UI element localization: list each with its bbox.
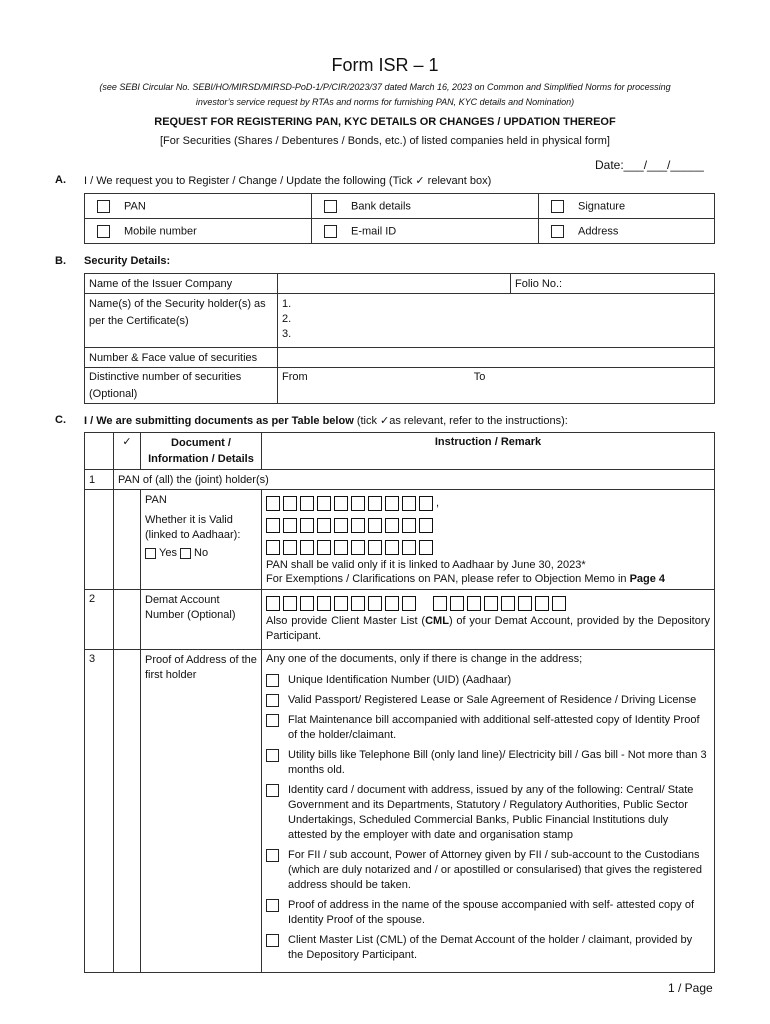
distinctive-input[interactable] — [278, 368, 715, 404]
page-number: 1 / Page — [668, 981, 713, 995]
checkbox[interactable] — [266, 784, 279, 797]
document-column-header: Document / Information / Details — [141, 433, 262, 470]
address-intro: Any one of the documents, only if there is change in the address; — [266, 653, 583, 665]
checkbox[interactable] — [266, 674, 279, 687]
option-email[interactable]: E-mail ID — [312, 219, 539, 244]
email-checkbox[interactable] — [324, 225, 337, 238]
option-address[interactable]: Address — [539, 219, 715, 244]
valid-no-checkbox[interactable] — [180, 548, 191, 559]
circular-reference: (see SEBI Circular No. SEBI/HO/MIRSD/MIRSD-PoD-1/P/CIR/2023/37 dated March 16, 2023 on Common and Simplified Norms for processing investor’s service request by RTAs and norms for furnishing PAN, KYC details and Nomination) — [99, 82, 671, 107]
address-option-utility-bill[interactable]: Utility bills like Telephone Bill (only land line)/ Electricity bill / Gas bill - Not more than 3 months old. — [266, 748, 710, 778]
address-option-uid[interactable]: Unique Identification Number (UID) (Aadhaar) — [266, 673, 710, 688]
documents-table — [84, 432, 715, 973]
section-c-text: I / We are submitting documents as per Table below (tick ✓as relevant, refer to the instructions): — [84, 415, 568, 427]
issuer-input[interactable] — [278, 274, 511, 294]
option-mobile[interactable]: Mobile number — [85, 219, 312, 244]
issuer-label: Name of the Issuer Company — [85, 274, 278, 294]
checkbox[interactable] — [266, 899, 279, 912]
from-label: From — [282, 371, 308, 383]
section-a-letter: A. — [55, 174, 66, 186]
row-3-number: 3 — [85, 650, 114, 973]
row-3-instruction — [262, 650, 715, 973]
check-column-header: ✓ — [114, 433, 141, 470]
request-subtitle: [For Securities (Shares / Debentures / Bonds, etc.) of listed companies held in physical form] — [160, 135, 610, 147]
row-3-check-cell[interactable] — [114, 650, 141, 973]
address-option-identity-card[interactable]: Identity card / document with address, issued by any of the following: Central/ State Government and its Departments, Statutory / Regulatory Authorities, Public Sector Undertakings, Scheduled Commercial Banks, Public Financial Institutions duly attested by the employer with date and organisation stamp — [266, 783, 710, 843]
cml-note: Also provide Client Master List (CML) of your Demat Account, provided by the Depository Participant. — [266, 615, 711, 642]
pan-boxes-1[interactable]: , — [266, 492, 710, 514]
row-2-instruction — [262, 590, 715, 650]
demat-boxes[interactable] — [266, 592, 710, 614]
pan-note-1: PAN shall be valid only if it is linked to Aadhaar by June 30, 2023* — [266, 559, 586, 571]
security-details-table — [84, 273, 715, 404]
row-2-check-cell[interactable] — [114, 590, 141, 650]
pan-boxes-2[interactable] — [266, 514, 710, 536]
checkbox[interactable] — [266, 934, 279, 947]
holder-label: Name(s) of the Security holder(s) as per the Certificate(s) — [85, 294, 278, 348]
pan-boxes-3[interactable] — [266, 536, 710, 558]
checkbox[interactable] — [266, 749, 279, 762]
address-option-passport[interactable]: Valid Passport/ Registered Lease or Sale Agreement of Residence / Driving License — [266, 693, 710, 708]
valid-yes-checkbox[interactable] — [145, 548, 156, 559]
distinctive-label: Distinctive number of securities (Optional) — [85, 368, 278, 404]
to-label: To — [473, 371, 486, 383]
form-title: Form ISR – 1 — [331, 55, 439, 75]
row-2-document: Demat Account Number (Optional) — [141, 590, 262, 650]
number-face-input[interactable] — [278, 348, 715, 368]
option-pan[interactable]: PAN — [85, 194, 312, 219]
row-3-document: Proof of Address of the first holder — [141, 650, 262, 973]
address-option-maintenance-bill[interactable]: Flat Maintenance bill accompanied with additional self-attested copy of Identity Proof of the holder/claimant. — [266, 713, 710, 743]
number-face-label: Number & Face value of securities — [85, 348, 278, 368]
pan-checkbox[interactable] — [97, 200, 110, 213]
address-option-fii[interactable]: For FII / sub account, Power of Attorney given by FII / sub-account to the Custodians (which are duly notarized and / or apostilled or consularised) that gives the registered address should be taken. — [266, 848, 710, 893]
section-a-options-table — [84, 193, 715, 244]
address-checkbox[interactable] — [551, 225, 564, 238]
mobile-checkbox[interactable] — [97, 225, 110, 238]
date-field[interactable]: Date:___/___/_____ — [595, 158, 704, 172]
checkbox[interactable] — [266, 694, 279, 707]
instruction-column-header: Instruction / Remark — [262, 433, 715, 470]
row-1-document: PAN Whether it is Valid (linked to Aadhaar): Yes No — [141, 490, 262, 590]
row-2-number: 2 — [85, 590, 114, 650]
option-signature[interactable]: Signature — [539, 194, 715, 219]
folio-field[interactable]: Folio No.: — [511, 274, 715, 294]
row-1-number: 1 — [85, 470, 114, 490]
row-1-heading: PAN of (all) the (joint) holder(s) — [114, 470, 715, 490]
section-b-letter: B. — [55, 255, 66, 267]
address-option-cml[interactable]: Client Master List (CML) of the Demat Account of the holder / claimant, provided by the Depository Participant. — [266, 933, 710, 963]
signature-checkbox[interactable] — [551, 200, 564, 213]
holder-names-input[interactable]: 1. 2. 3. — [278, 294, 715, 348]
checkbox[interactable] — [266, 849, 279, 862]
address-option-spouse[interactable]: Proof of address in the name of the spouse accompanied with self- attested copy of Identity Proof of the spouse. — [266, 898, 710, 928]
section-b-title: Security Details: — [84, 255, 171, 267]
option-bank-details[interactable]: Bank details — [312, 194, 539, 219]
pan-note-2: For Exemptions / Clarifications on PAN, please refer to Objection Memo in Page 4 — [266, 573, 666, 585]
bank-details-checkbox[interactable] — [324, 200, 337, 213]
section-a-text: I / We request you to Register / Change / Update the following (Tick ✓ relevant box) — [84, 175, 492, 187]
checkbox[interactable] — [266, 714, 279, 727]
row-1-check-cell[interactable] — [114, 490, 141, 590]
row-1-instruction — [262, 490, 715, 590]
section-c-letter: C. — [55, 414, 66, 426]
request-title: REQUEST FOR REGISTERING PAN, KYC DETAILS OR CHANGES / UPDATION THEREOF — [154, 116, 616, 128]
